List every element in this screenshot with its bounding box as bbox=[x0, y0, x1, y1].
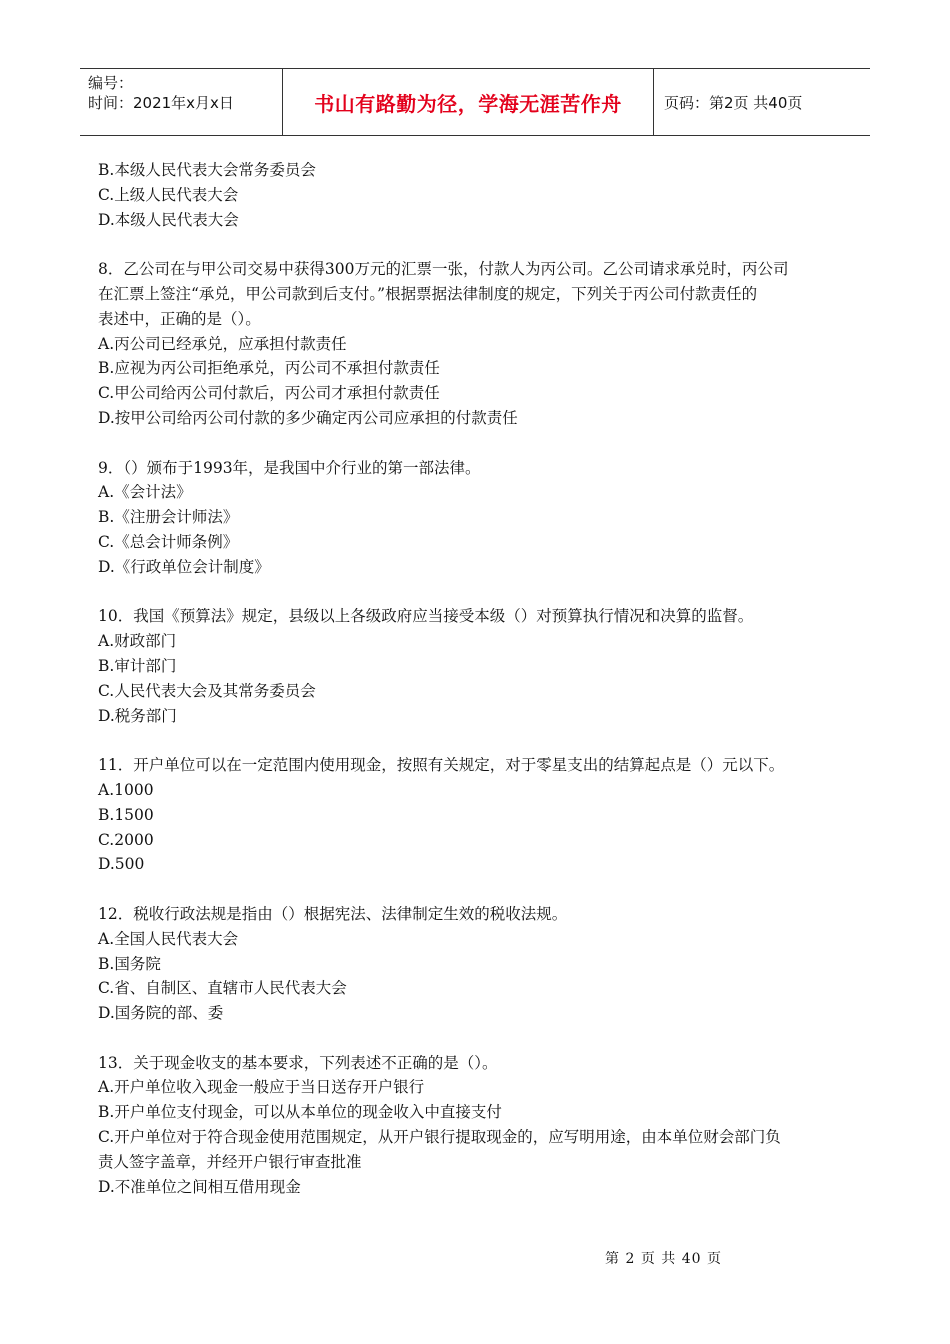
question-item bbox=[98, 604, 858, 728]
option: D.本级人民代表大会 bbox=[98, 210, 239, 229]
question-item bbox=[98, 753, 858, 877]
question-text: 表述中，正确的是（）。 bbox=[98, 309, 261, 328]
option: B.审计部门 bbox=[98, 656, 177, 675]
option: C.开户单位对于符合现金使用范围规定，从开户银行提取现金的，应写明用途，由本单位财会部门负 bbox=[98, 1128, 781, 1147]
document-body bbox=[98, 158, 858, 1224]
page-info: 页码：第2页 共40页 bbox=[664, 93, 803, 112]
option: B.国务院 bbox=[98, 954, 161, 973]
header-motto-cell bbox=[282, 69, 654, 135]
number-label: 编号： bbox=[88, 74, 134, 92]
option: D.不准单位之间相互借用现金 bbox=[98, 1177, 301, 1196]
header-meta bbox=[80, 69, 282, 135]
option: C.甲公司给丙公司付款后，丙公司才承担付款责任 bbox=[98, 384, 440, 403]
question-item bbox=[98, 902, 858, 1026]
option: A.全国人民代表大会 bbox=[98, 929, 239, 948]
option: C.《总会计师条例》 bbox=[98, 532, 239, 551]
option: D.500 bbox=[98, 855, 145, 874]
option: C.2000 bbox=[98, 830, 154, 849]
continued-options bbox=[98, 158, 858, 232]
question-text: 10．我国《预算法》规定，县级以上各级政府应当接受本级（）对预算执行情况和决算的监督。 bbox=[98, 607, 754, 626]
question-item bbox=[98, 456, 858, 580]
option: B.应视为丙公司拒绝承兑，丙公司不承担付款责任 bbox=[98, 359, 440, 378]
option: A.1000 bbox=[98, 780, 154, 799]
question-text: 9．（）颁布于1993年，是我国中介行业的第一部法律。 bbox=[98, 458, 481, 477]
question-list bbox=[98, 257, 858, 1199]
question-item bbox=[98, 257, 858, 431]
option: D.国务院的部、委 bbox=[98, 1004, 224, 1023]
option: D.按甲公司给丙公司付款的多少确定丙公司应承担的付款责任 bbox=[98, 408, 518, 427]
question-text: 8．乙公司在与甲公司交易中获得300万元的汇票一张，付款人为丙公司。乙公司请求承兑时，丙公司 bbox=[98, 260, 789, 279]
question-item bbox=[98, 1051, 858, 1200]
motto: 书山有路勤为径，学海无涯苦作舟 bbox=[314, 91, 622, 116]
option: C.人民代表大会及其常务委员会 bbox=[98, 681, 316, 700]
option: B.《注册会计师法》 bbox=[98, 508, 239, 527]
header-page-info-cell bbox=[654, 69, 870, 135]
date-label: 时间：2021年x月x日 bbox=[88, 94, 234, 112]
option: 责人签字盖章，并经开户银行审查批准 bbox=[98, 1152, 362, 1171]
question-text: 12．税收行政法规是指由（）根据宪法、法律制定生效的税收法规。 bbox=[98, 904, 568, 923]
option: C.省、自制区、直辖市人民代表大会 bbox=[98, 979, 347, 998]
option: B.1500 bbox=[98, 805, 154, 824]
question-text: 13．关于现金收支的基本要求，下列表述不正确的是（）。 bbox=[98, 1053, 498, 1072]
option: B.开户单位支付现金，可以从本单位的现金收入中直接支付 bbox=[98, 1103, 502, 1122]
option: A.开户单位收入现金一般应于当日送存开户银行 bbox=[98, 1078, 425, 1097]
option: A.财政部门 bbox=[98, 632, 177, 651]
question-text: 在汇票上签注“承兑，甲公司款到后支付。”根据票据法律制度的规定，下列关于丙公司付款责任的 bbox=[98, 284, 758, 303]
option: A.丙公司已经承兑，应承担付款责任 bbox=[98, 334, 347, 353]
page-footer: 第 2 页 共 40 页 bbox=[605, 1251, 722, 1267]
option: D.《行政单位会计制度》 bbox=[98, 557, 270, 576]
page-header bbox=[80, 68, 870, 136]
option: B.本级人民代表大会常务委员会 bbox=[98, 161, 316, 179]
option: A.《会计法》 bbox=[98, 483, 192, 502]
option: C.上级人民代表大会 bbox=[98, 185, 239, 204]
question-text: 11．开户单位可以在一定范围内使用现金，按照有关规定，对于零星支出的结算起点是（）元以下。 bbox=[98, 756, 785, 775]
option: D.税务部门 bbox=[98, 706, 177, 725]
